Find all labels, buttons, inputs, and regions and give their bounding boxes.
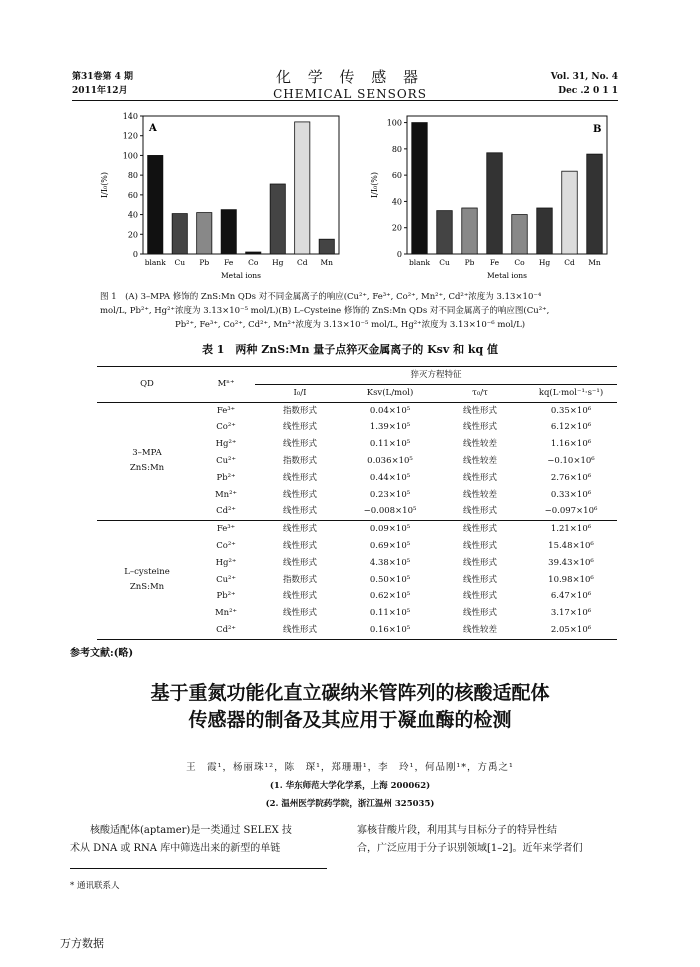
table-cell-b: 0.04×10⁵ [369,405,411,416]
table-cell-d: 1.21×10⁶ [550,524,592,535]
table-cell-c: 线性较差 [462,489,497,500]
table-cell-c: 线性形式 [462,540,497,551]
body-line: 寡核苷酸片段，利用其与目标分子的特异性结 [357,825,557,836]
table-cell-m: Cu²⁺ [216,455,236,466]
y-tick-label: 40 [127,210,138,220]
y-axis-label: I/I₀(%) [100,171,109,199]
header-rule [72,100,618,101]
table-cell-b: 0.50×10⁵ [369,574,411,585]
table-cell-b: −0.008×10⁵ [363,506,417,517]
qd-cell [97,521,197,640]
table-cell-m: Hg²⁺ [215,439,237,450]
y-tick-label: 40 [391,197,402,207]
panel-label-b: B [593,124,602,135]
table-cell-m: Mn²⁺ [214,489,238,500]
table-cell-a: 指数形式 [282,405,317,416]
bar-blank [148,155,163,254]
bar-cd [562,171,578,254]
affiliation: (2. 温州医学院药学院，浙江温州 325035) [265,799,435,809]
header-i0i: I₀/I [255,384,345,402]
qd-type: ZnS:Mn [129,463,165,474]
header-qd: QD [97,367,197,403]
body-right-column [357,822,614,858]
x-tick-label: Mn [588,258,601,267]
article-title [0,680,700,734]
table-cell-m: Co²⁺ [216,540,236,551]
table-cell-d: 6.47×10⁶ [550,591,592,602]
y-tick-label: 120 [122,131,138,141]
table-cell-d: −0.097×10⁶ [544,506,598,517]
table-cell-a: 线性形式 [282,591,317,602]
y-tick-label: 60 [127,190,138,200]
table-cell-b: 0.11×10⁵ [369,608,411,619]
table-cell-a: 线性形式 [282,624,317,635]
table-cell-b: 0.11×10⁵ [369,439,411,450]
table-cell-c: 线性较差 [462,439,497,450]
y-tick-label: 100 [386,118,402,128]
table-cell-d: 6.12×10⁶ [550,422,592,433]
y-tick-label: 0 [132,250,138,259]
y-tick-label: 80 [391,144,402,154]
table-cell-a: 线性形式 [282,557,317,568]
table-cell-b: 0.62×10⁵ [369,591,411,602]
x-tick-label: Hg [538,258,551,267]
bar-pb [462,208,478,254]
table-cell-c: 线性形式 [462,422,497,433]
y-tick-label: 100 [122,151,138,161]
table-cell-d: 1.16×10⁶ [550,439,592,450]
table-cell-b: 0.23×10⁵ [369,489,411,500]
table-cell-d: 39.43×10⁶ [548,557,594,568]
bar-cu [172,214,187,254]
table-cell-b: 1.39×10⁵ [369,422,411,433]
table-cell-a: 线性形式 [282,489,317,500]
table-cell-a: 线性形式 [282,608,317,619]
table-cell-c: 线性形式 [462,557,497,568]
article-title-line: 传感器的制备及其应用于凝血酶的检测 [188,709,512,731]
table-cell-a: 线性形式 [282,540,317,551]
x-tick-label: Cd [296,258,308,267]
table-cell-a: 线性形式 [282,506,317,517]
bar-co [246,252,261,254]
table-row [97,402,617,419]
table-cell-d: −0.10×10⁶ [547,455,595,466]
table-cell-d: 0.35×10⁶ [550,405,592,416]
caption-line: mol/L, Pb²⁺, Hg²⁺浓度为 3.13×10⁻⁵ mol/L)(B) L–Cysteine 修饰的 ZnS:Mn QDs 对不同金属离子的响应图(Cu²⁺, [100,306,550,316]
table-row [97,521,617,538]
references-label: 参考文献:(略) [70,648,134,659]
table-cell-m: Mn²⁺ [214,608,238,619]
table-cell-c: 线性形式 [462,574,497,585]
table-cell-m: Pb²⁺ [216,472,236,483]
caption-line: Pb²⁺, Fe³⁺, Co²⁺, Cd²⁺, Mn²⁺浓度为 3.13×10⁻⁵ mol/L, Hg²⁺浓度为 3.13×10⁻⁶ mol/L) [175,320,526,330]
table-cell-m: Cu²⁺ [216,574,236,585]
bar-cu [437,211,453,254]
table-cell-m: Cd²⁺ [216,506,236,517]
x-tick-label: Mn [320,258,334,267]
table-cell-c: 线性形式 [462,608,497,619]
bar-pb [197,213,212,254]
journal-title-cn: 化 学 传 感 器 [275,68,425,86]
affiliation: (1. 华东师范大学化学系，上海 200062) [269,781,431,791]
header-kq: kq(L·mol⁻¹·s⁻¹) [525,384,617,402]
table-cell-a: 线性形式 [282,422,317,433]
figure-caption [100,290,620,332]
table-cell-m: Fe³⁺ [216,524,236,535]
volume-date: Dec .2 0 1 1 [558,86,618,96]
qd-cell [97,402,197,521]
table-cell-m: Cd²⁺ [216,624,236,635]
footnote-rule [70,868,327,869]
table-cell-b: 0.16×10⁵ [369,624,411,635]
y-tick-label: 80 [127,171,138,181]
table-cell-a: 指数形式 [282,455,317,466]
journal-title-en: CHEMICAL SENSORS [273,87,427,101]
journal-volume [551,70,618,98]
table-cell-d: 3.17×10⁶ [550,608,592,619]
table-cell-d: 15.48×10⁶ [548,540,594,551]
bar-fe [221,210,236,254]
bar-mn [319,239,334,254]
table-cell-c: 线性较差 [462,624,497,635]
authors: 王 霞¹，杨丽珠¹²，陈 琛¹，郑珊珊¹，李 玲¹，何品刚¹*，方禹之¹ [186,762,514,773]
x-tick-label: Co [514,258,525,267]
table-cell-d: 2.05×10⁶ [550,624,592,635]
header-ksv: Ksv(L/mol) [345,384,435,402]
table-cell-a: 线性形式 [282,439,317,450]
table-cell-c: 线性形式 [462,405,497,416]
table-cell-m: Fe³⁺ [216,405,236,416]
table-cell-m: Pb²⁺ [216,591,236,602]
caption-line: 图 1 (A) 3–MPA 修饰的 ZnS:Mn QDs 对不同金属离子的响应(Cu²⁺, Fe³⁺, Co²⁺, Mn²⁺, Cd²⁺浓度为 3.13×10⁻⁴ [100,292,542,302]
chart-b [365,108,615,286]
x-axis-label: Metal ions [487,271,527,280]
table-cell-c: 线性形式 [462,472,497,483]
bar-co [512,215,528,254]
x-tick-label: Cd [564,258,575,267]
x-tick-label: Hg [272,258,284,267]
body-line: 合，广泛应用于分子识别领域[1–2]。近年来学者们 [357,843,583,854]
y-tick-label: 140 [122,112,138,121]
x-tick-label: blank [144,258,166,267]
body-line: 核酸适配体(aptamer)是一类通过 SELEX 技 [90,825,292,836]
y-tick-label: 20 [127,230,138,240]
header-tau: τ₀/τ [435,384,525,402]
x-tick-label: Pb [199,258,210,267]
y-tick-label: 0 [396,250,402,259]
table-cell-a: 线性形式 [282,524,317,535]
chart-a [95,108,345,286]
issue-date: 2011年12月 [72,86,128,96]
qd-type: ZnS:Mn [129,581,165,592]
table-cell-a: 指数形式 [282,574,317,585]
bar-fe [487,153,503,254]
x-axis-label: Metal ions [221,271,261,280]
table-title: 表 1 两种 ZnS:Mn 量子点猝灭金属离子的 Ksv 和 kq 值 [201,343,499,356]
bar-cd [295,122,310,254]
x-tick-label: Cu [174,258,186,267]
x-tick-label: blank [408,258,431,267]
table-cell-c: 线性较差 [462,455,497,466]
y-tick-label: 60 [391,171,402,181]
bar-hg [537,208,553,254]
issue-volume: 第31卷第 4 期 [72,72,134,82]
watermark: 万方数据 [60,937,104,950]
bar-blank [412,123,428,254]
table-cell-b: 0.036×10⁵ [367,455,413,466]
table-cell-d: 2.76×10⁶ [550,472,592,483]
body-left-column [70,822,327,858]
body-line: 术从 DNA 或 RNA 库中筛选出来的新型的单链 [70,843,281,854]
bar-mn [587,154,603,254]
x-tick-label: Co [248,258,259,267]
x-tick-label: Pb [464,258,475,267]
header-metal: Mⁿ⁺ [197,367,255,403]
volume-number: Vol. 31, No. 4 [550,72,618,82]
table-cell-m: Co²⁺ [216,422,236,433]
table-cell-d: 10.98×10⁶ [548,574,594,585]
quenching-table [97,366,617,640]
table-cell-d: 0.33×10⁶ [550,489,592,500]
table-cell-c: 线性形式 [462,506,497,517]
bar-hg [270,184,285,254]
panel-label-a: A [149,123,157,134]
footnote: * 通讯联系人 [70,881,120,891]
x-tick-label: Fe [224,258,234,267]
table-cell-b: 4.38×10⁵ [369,557,411,568]
table-cell-b: 0.69×10⁵ [369,540,411,551]
x-tick-label: Cu [439,258,450,267]
qd-name: L–cysteine [124,566,170,577]
table-cell-b: 0.09×10⁵ [369,524,411,535]
x-tick-label: Fe [489,258,500,267]
table-cell-m: Hg²⁺ [215,557,237,568]
qd-name: 3–MPA [132,448,162,459]
y-axis-label: I/I₀(%) [370,171,379,199]
table-cell-c: 线性形式 [462,591,497,602]
table-cell-b: 0.44×10⁵ [369,472,411,483]
table-cell-a: 线性形式 [282,472,317,483]
y-tick-label: 20 [391,223,402,233]
header-group: 猝灭方程特征 [255,367,617,385]
table-cell-c: 线性形式 [462,524,497,535]
article-title-line: 基于重氮功能化直立碳纳米管阵列的核酸适配体 [150,682,550,704]
